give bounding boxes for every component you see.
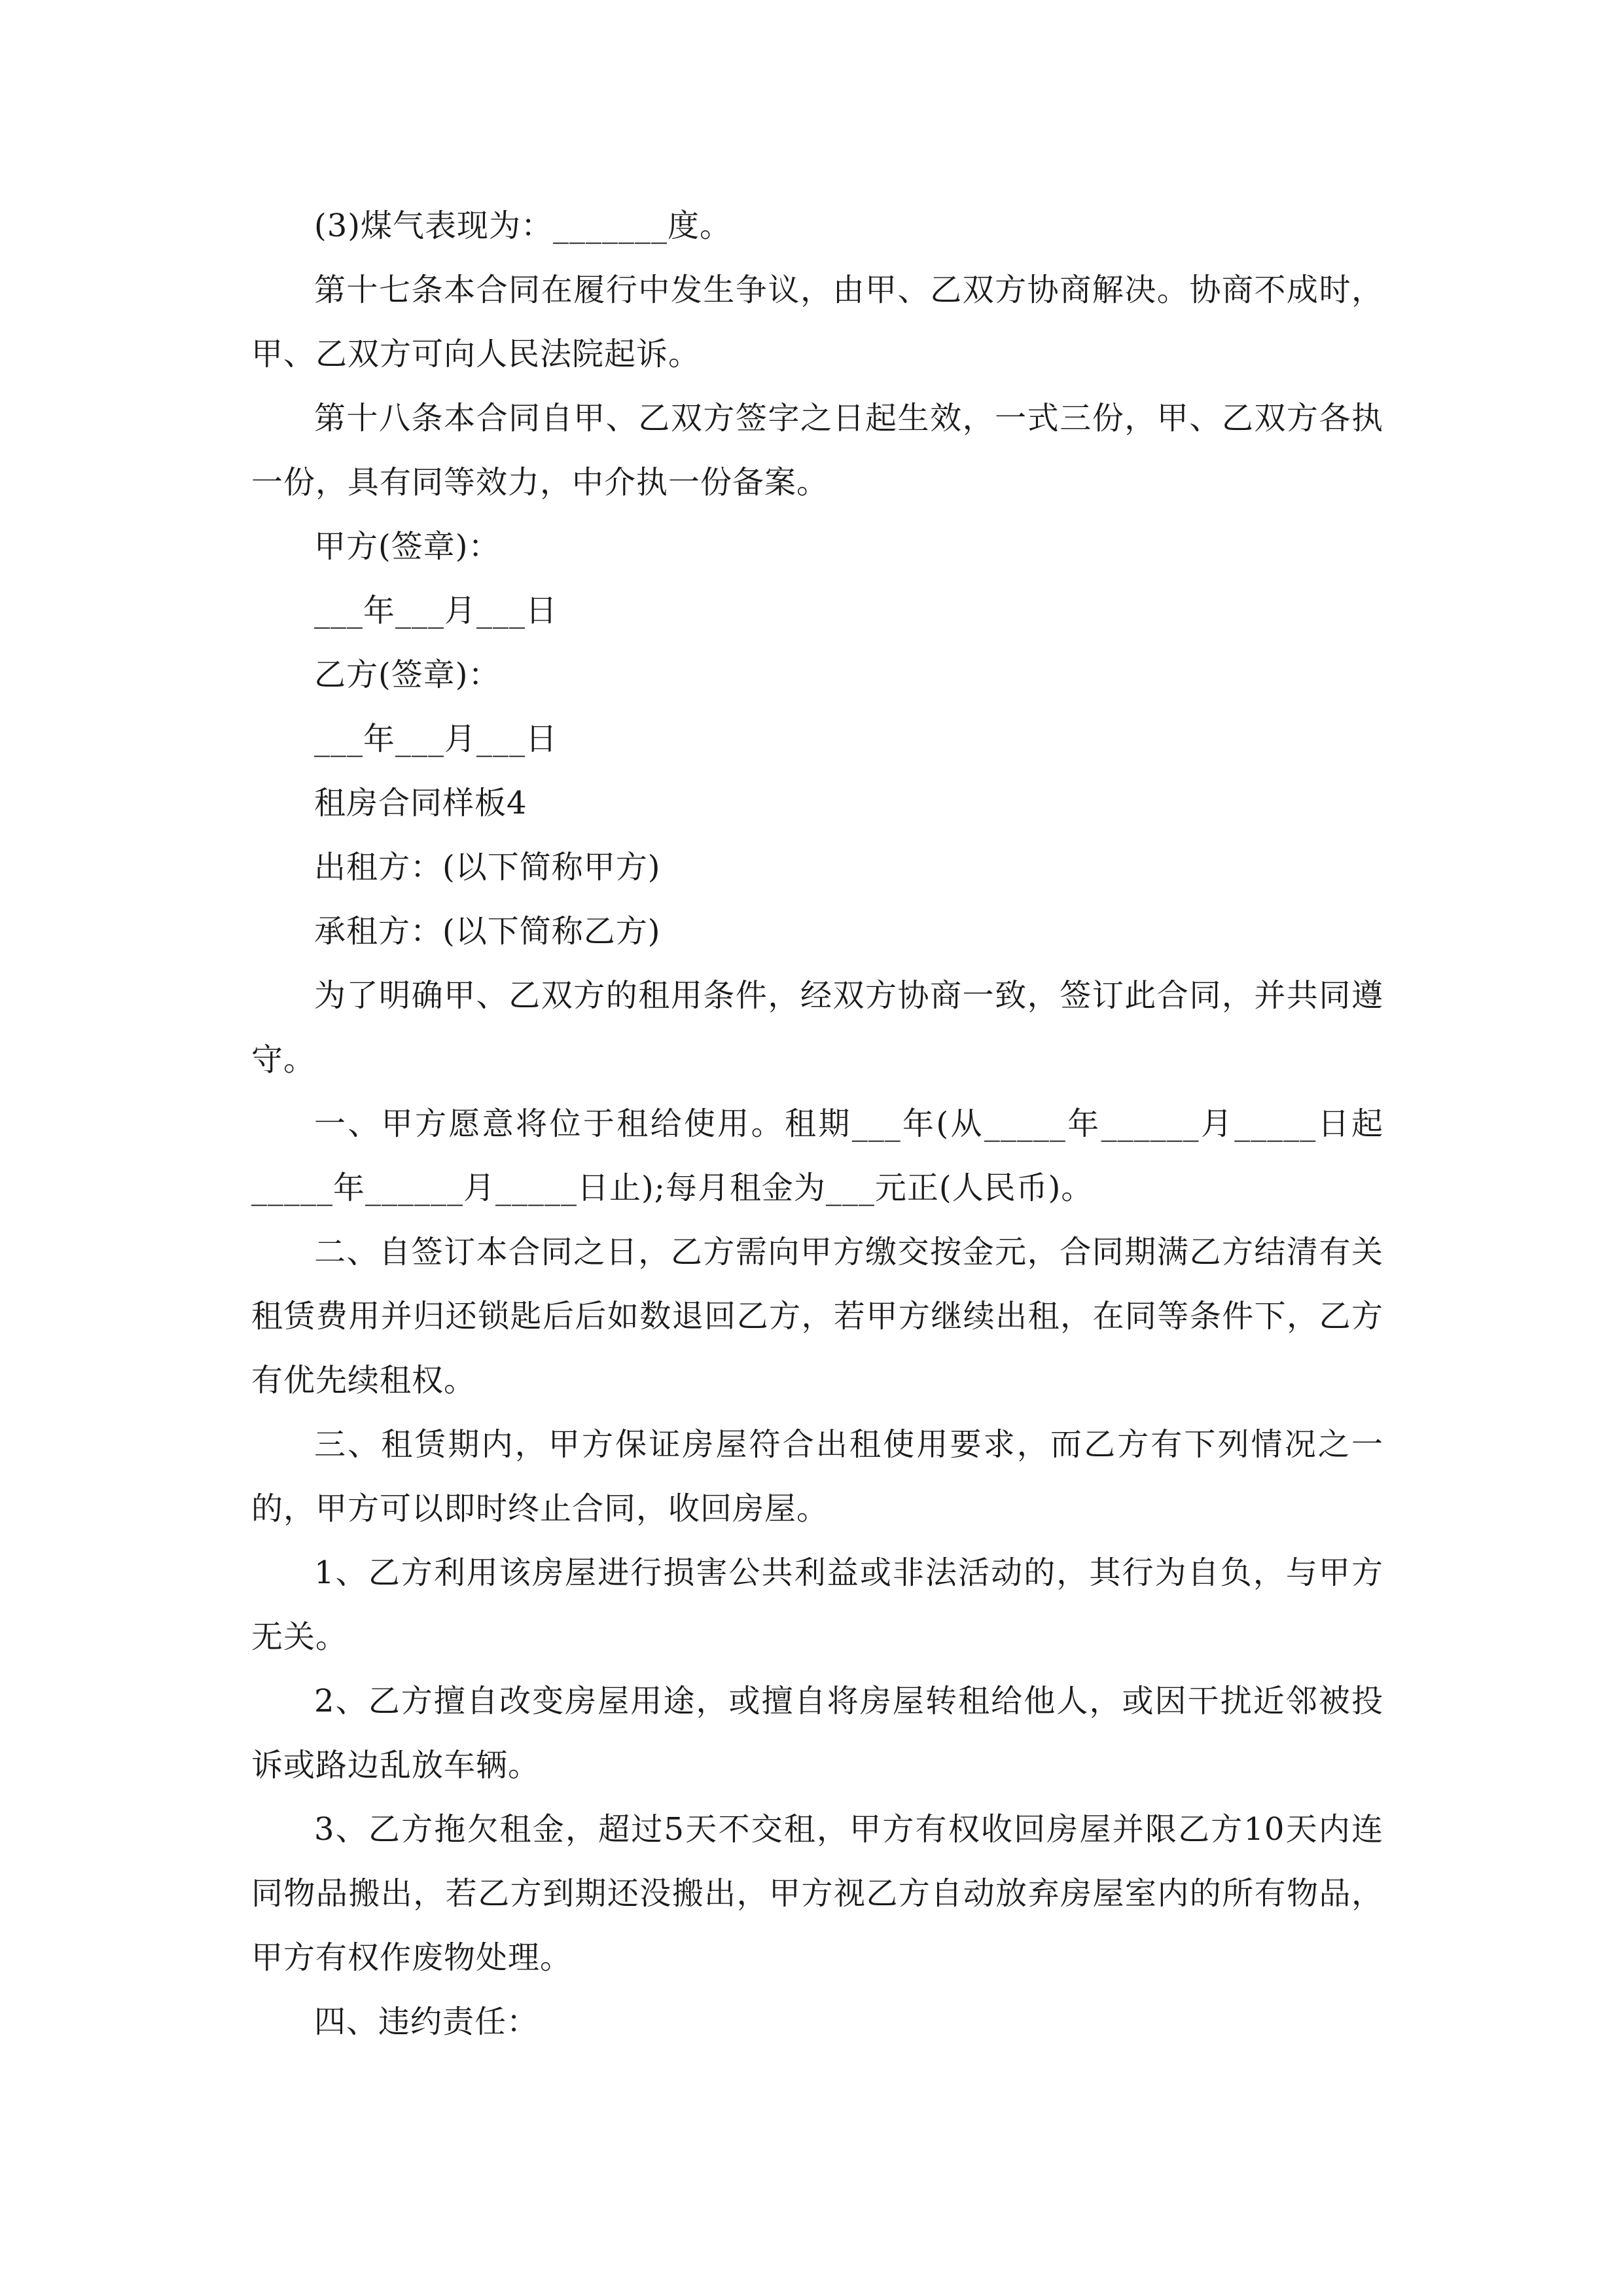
paragraph-item-3: 3、乙方拖欠租金，超过5天不交租，甲方有权收回房屋并限乙方10天内连同物品搬出，若乙方到期还没搬出，甲方视乙方自动放弃房屋室内的所有物品，甲方有权作废物处理。 (251, 1811, 1383, 1976)
document-body (251, 194, 1383, 2054)
paragraph-item-1: 1、乙方利用该房屋进行损害公共利益或非法活动的，其行为自负，与甲方无关。 (251, 1554, 1383, 1655)
paragraph-clause-3: 三、租赁期内，甲方保证房屋符合出租使用要求，而乙方有下列情况之一的，甲方可以即时终止合同，收回房屋。 (251, 1426, 1383, 1527)
paragraph-preamble: 为了明确甲、乙双方的租用条件，经双方协商一致，签订此合同，并共同遵守。 (251, 977, 1383, 1078)
party-b-date-line: ___年___月___日 (314, 721, 558, 757)
paragraph-item-2: 2、乙方擅自改变房屋用途，或擅自将房屋转租给他人，或因干扰近邻被投诉或路边乱放车辆。 (251, 1683, 1383, 1784)
paragraph-clause-4: 四、违约责任： (314, 2003, 539, 2040)
paragraph-article-18: 第十八条本合同自甲、乙双方签字之日起生效，一式三份，甲、乙双方各执一份，具有同等效力，中介执一份备案。 (251, 400, 1383, 501)
section-title-template-4: 租房合同样板4 (314, 785, 527, 821)
paragraph-gas-meter: (3)煤气表现为：_______度。 (314, 207, 732, 244)
paragraph-article-17: 第十七条本合同在履行中发生争议，由甲、乙双方协商解决。协商不成时，甲、乙双方可向人民法院起诉。 (251, 272, 1383, 372)
party-b-signature-label: 乙方(签章)： (314, 656, 501, 693)
party-a-signature-label: 甲方(签章)： (314, 528, 501, 565)
paragraph-clause-2: 二、自签订本合同之日，乙方需向甲方缴交按金元，合同期满乙方结清有关租赁费用并归还锁匙后后如数退回乙方，若甲方继续出租，在同等条件下，乙方有优先续租权。 (251, 1234, 1383, 1399)
lessee-line: 承租方：(以下简称乙方) (314, 913, 661, 950)
lessor-line: 出租方：(以下简称甲方) (314, 849, 661, 886)
paragraph-clause-1: 一、甲方愿意将位于租给使用。租期___年(从_____年______月_____日起_____年______月_____日止);每月租金为___元正(人民币)。 (251, 1105, 1383, 1206)
party-a-date-line: ___年___月___日 (314, 592, 558, 629)
